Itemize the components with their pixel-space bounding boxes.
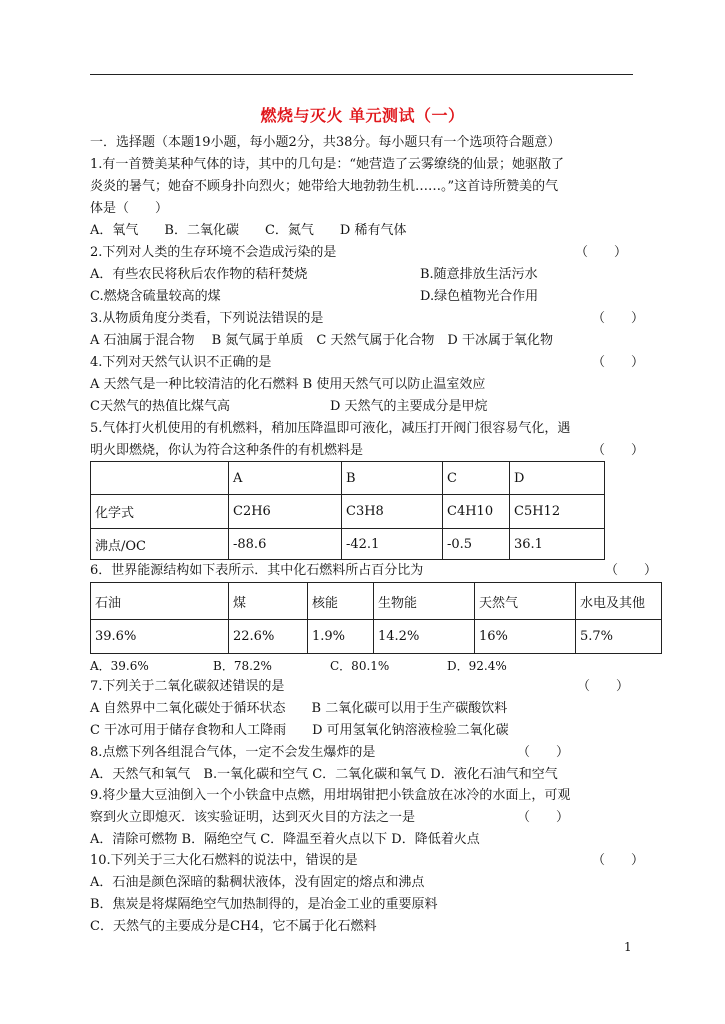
q6-table-header-row [91,583,662,620]
q5-fuel-table [90,461,605,560]
q2-option-c: C.燃烧含硫量较高的煤 [90,289,221,304]
table-cell: D [510,462,605,495]
table-row [91,620,662,654]
q10-answer-paren: （ ） [592,853,645,868]
table-cell: 化学式 [91,495,229,529]
q5-table-header-row [91,462,605,495]
table-row [91,529,605,560]
table-cell: -0.5 [443,529,510,560]
q2-option-a: A．有些农民将秋后农作物的秸秆焚烧 [90,267,308,282]
table-cell: 36.1 [510,529,605,560]
table-cell: -42.1 [342,529,443,560]
section-intro: 一．选择题（本题19小题，每小题2分，共38分。每小题只有一个选项符合题意） [90,135,561,150]
q4-answer-paren: （ ） [592,355,645,370]
q1-options: A．氧气 B．二氧化碳 C．氮气 D 稀有气体 [90,223,407,238]
header-rule [90,74,633,75]
q6-energy-table [90,582,662,654]
q6-option-b: B．78.2% [213,659,272,673]
table-cell: 天然气 [475,583,576,620]
table-cell: 1.9% [308,620,374,654]
q6-option-c: C．80.1% [330,659,390,673]
q1-line-3: 体是（ ） [90,201,169,216]
q7-stem: 7.下列关于二氧化碳叙述错误的是 [90,679,285,694]
q7-answer-paren: （ ） [577,679,630,694]
table-cell: 水电及其他 [576,583,662,620]
q10-option-b: B．焦炭是将煤隔绝空气加热制得的，是冶金工业的重要原料 [90,897,438,912]
q4-options-ab: A 天然气是一种比较清洁的化石燃料 B 使用天然气可以防止温室效应 [90,377,486,392]
table-cell: -88.6 [229,529,342,560]
table-cell: 14.2% [374,620,475,654]
q10-stem: 10.下列关于三大化石燃料的说法中，错误的是 [90,853,358,868]
q1-line-2: 炎炎的暑气；她奋不顾身扑向烈火；她带给大地勃勃生机……。”这首诗所赞美的气 [90,179,559,194]
table-row [91,495,605,529]
q4-option-c: C天然气的热值比煤气高 [90,399,230,414]
q8-stem: 8.点燃下列各组混合气体，一定不会发生爆炸的是 [90,745,376,760]
table-cell: 39.6% [91,620,229,654]
q4-stem: 4.下列对天然气认识不正确的是 [90,355,272,370]
table-cell: B [342,462,443,495]
table-cell: C3H8 [342,495,443,529]
table-cell: C [443,462,510,495]
table-cell: 石油 [91,583,229,620]
page-title: 燃烧与灭火 单元测试（一） [260,106,465,125]
table-cell [91,462,229,495]
q3-answer-paren: （ ） [592,311,645,326]
q6-answer-paren: （ ） [605,563,658,578]
table-cell: A [229,462,342,495]
table-cell: 22.6% [229,620,308,654]
q9-line-2: 察到火立即熄灭．该实验证明，达到灭火目的方法之一是 [90,810,416,825]
table-cell: 生物能 [374,583,475,620]
q10-option-c: C．天然气的主要成分是CH4，它不属于化石燃料 [90,919,377,934]
table-cell: C4H10 [443,495,510,529]
q9-line-1: 9.将少量大豆油倒入一个小铁盒中点燃，用坩埚钳把小铁盒放在冰冷的水面上，可观 [90,788,571,803]
q5-line-1: 5.气体打火机使用的有机燃料，稍加压降温即可液化，减压打开阀门很容易气化，遇 [90,421,571,436]
table-cell: C5H12 [510,495,605,529]
q9-options: A．清除可燃物 B．隔绝空气 C．降温至着火点以下 D．降低着火点 [90,832,480,847]
table-cell: 核能 [308,583,374,620]
q5-answer-paren: （ ） [592,443,645,458]
q8-answer-paren: （ ） [517,745,570,760]
table-cell: 5.7% [576,620,662,654]
q2-stem: 2.下列对人类的生存环境不会造成污染的是 [90,245,337,260]
table-cell: C2H6 [229,495,342,529]
q7-options-ab: A 自然界中二氧化碳处于循环状态 B 二氧化碳可以用于生产碳酸饮料 [90,701,508,716]
q6-option-a: A．39.6% [90,659,149,673]
q9-answer-paren: （ ） [517,810,570,825]
q8-options: A．天然气和氧气 B.一氧化碳和空气 C．二氧化碳和氧气 D．液化石油气和空气 [90,767,558,782]
page-number: 1 [624,940,632,954]
q7-options-cd: C 干冰可用于储存食物和人工降雨 D 可用氢氧化钠溶液检验二氧化碳 [90,723,509,738]
q5-line-2: 明火即燃烧，你认为符合这种条件的有机燃料是 [90,443,364,458]
q3-stem: 3.从物质角度分类看，下列说法错误的是 [90,311,324,326]
q2-option-b: B.随意排放生活污水 [420,267,538,282]
q3-options: A 石油属于混合物 B 氮气属于单质 C 天然气属于化合物 D 干冰属于氧化物 [90,333,553,348]
q6-stem: 6．世界能源结构如下表所示．其中化石燃料所占百分比为 [90,563,424,578]
q1-line-1: 1.有一首赞美某种气体的诗，其中的几句是：“她营造了云雾缭绕的仙景；她驱散了 [90,157,565,172]
q4-option-d: D 天然气的主要成分是甲烷 [330,399,488,414]
q2-answer-paren: （ ） [575,245,628,260]
q6-option-d: D．92.4% [447,659,507,673]
table-cell: 16% [475,620,576,654]
q10-option-a: A．石油是颜色深暗的黏稠状液体，没有固定的熔点和沸点 [90,875,425,890]
q2-option-d: D.绿色植物光合作用 [420,289,539,304]
table-cell: 沸点/OC [91,529,229,560]
table-cell: 煤 [229,583,308,620]
